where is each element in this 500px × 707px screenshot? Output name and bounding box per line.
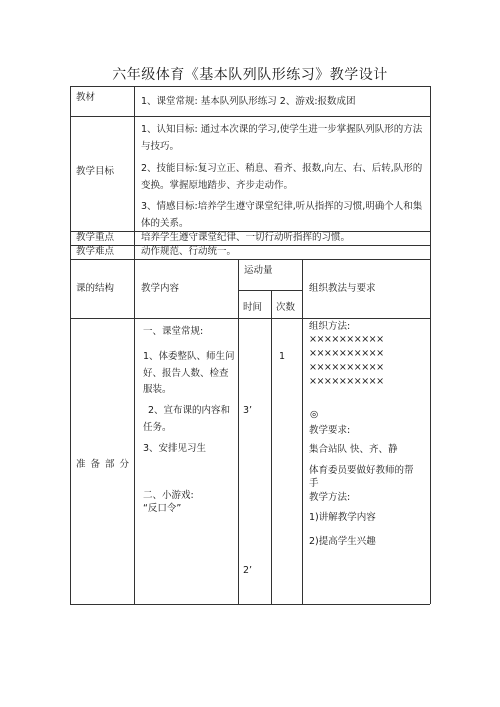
- content-line: 一、课堂常规:: [143, 326, 204, 337]
- content-line: 二、小游戏:: [143, 490, 194, 501]
- goal-cognitive: 1、认知目标: 通过本次课的学习,使学生进一步掌握队列队形的方法与技巧。: [141, 124, 423, 152]
- difficulty-label: 教学难点: [76, 246, 115, 257]
- header-count: 次数: [276, 302, 296, 313]
- formation-row: ××××××××××: [309, 348, 384, 359]
- header-structure: 课的结构: [76, 283, 115, 294]
- header-load: 运动量: [244, 265, 273, 276]
- content-line: 2、宣布课的内容和: [148, 405, 231, 416]
- method-line: 1)讲解教学内容: [309, 512, 376, 523]
- teaching-material-label: 教材: [76, 92, 96, 103]
- content-line: 任务。: [143, 422, 172, 433]
- time-value: 3’: [243, 405, 253, 416]
- goal-skill: 2、技能目标:复习立正、稍息、看齐、报数,向左、右、后转,队形的变换。掌握原地踏步、齐步走动作。: [141, 163, 423, 191]
- method-line: 手: [309, 478, 319, 489]
- formation-row: ××××××××××: [309, 334, 384, 345]
- teaching-goals-label: 教学目标: [76, 166, 115, 177]
- table-line: [70, 604, 430, 605]
- formation-row: ××××××××××: [309, 376, 384, 387]
- table-line: [70, 259, 430, 260]
- table-line: [70, 86, 430, 87]
- method-line: 教学方法:: [309, 492, 351, 503]
- formation-row: ××××××××××: [309, 362, 384, 373]
- method-line: 集合站队 快、齐、静: [309, 444, 398, 455]
- section-label: 准 备 部 分: [76, 459, 131, 470]
- table-line: [238, 259, 239, 604]
- content-line: 3、安排见习生: [143, 443, 207, 454]
- content-line: “反口令”: [143, 503, 182, 514]
- content-line: 好、报告人数、检查: [143, 368, 229, 379]
- time-value: 2’: [243, 565, 253, 576]
- content-line: 1、体委整队、师生问: [143, 351, 235, 362]
- method-line: 组织方法:: [309, 321, 351, 332]
- table-line: [70, 116, 430, 117]
- table-line: [134, 86, 135, 604]
- key-point-content: 培养学生遵守课堂纪律、一切行动听指挥的习惯。: [141, 232, 351, 243]
- table-line: [238, 290, 302, 291]
- method-line: 教学要求:: [309, 425, 351, 436]
- page-title: 六年级体育《基本队列队形练习》教学设计: [112, 67, 388, 83]
- method-line: 体育委员要做好教师的帮: [309, 465, 414, 476]
- goal-emotion: 3、情感目标:培养学生遵守课堂纪律,听从指挥的习惯,明确个人和集体的关系。: [141, 201, 423, 229]
- header-content: 教学内容: [141, 283, 180, 294]
- difficulty-content: 动作规范、行动统一。: [141, 246, 237, 257]
- header-method: 组织教法与要求: [309, 283, 376, 294]
- table-line: [70, 318, 430, 319]
- header-time: 时间: [243, 302, 263, 313]
- table-line: [70, 86, 71, 604]
- table-line: [302, 259, 303, 604]
- content-line: 服装。: [143, 384, 172, 395]
- method-line: 2)提高学生兴趣: [309, 536, 376, 547]
- table-line: [430, 86, 431, 604]
- teaching-material-content: 1、课堂常规: 基本队列队形练习 2、游戏:报数成团: [141, 96, 356, 107]
- table-line: [271, 290, 272, 604]
- teacher-position-icon: ◎: [310, 409, 319, 420]
- key-point-label: 教学重点: [76, 232, 115, 243]
- count-value: 1: [279, 351, 286, 362]
